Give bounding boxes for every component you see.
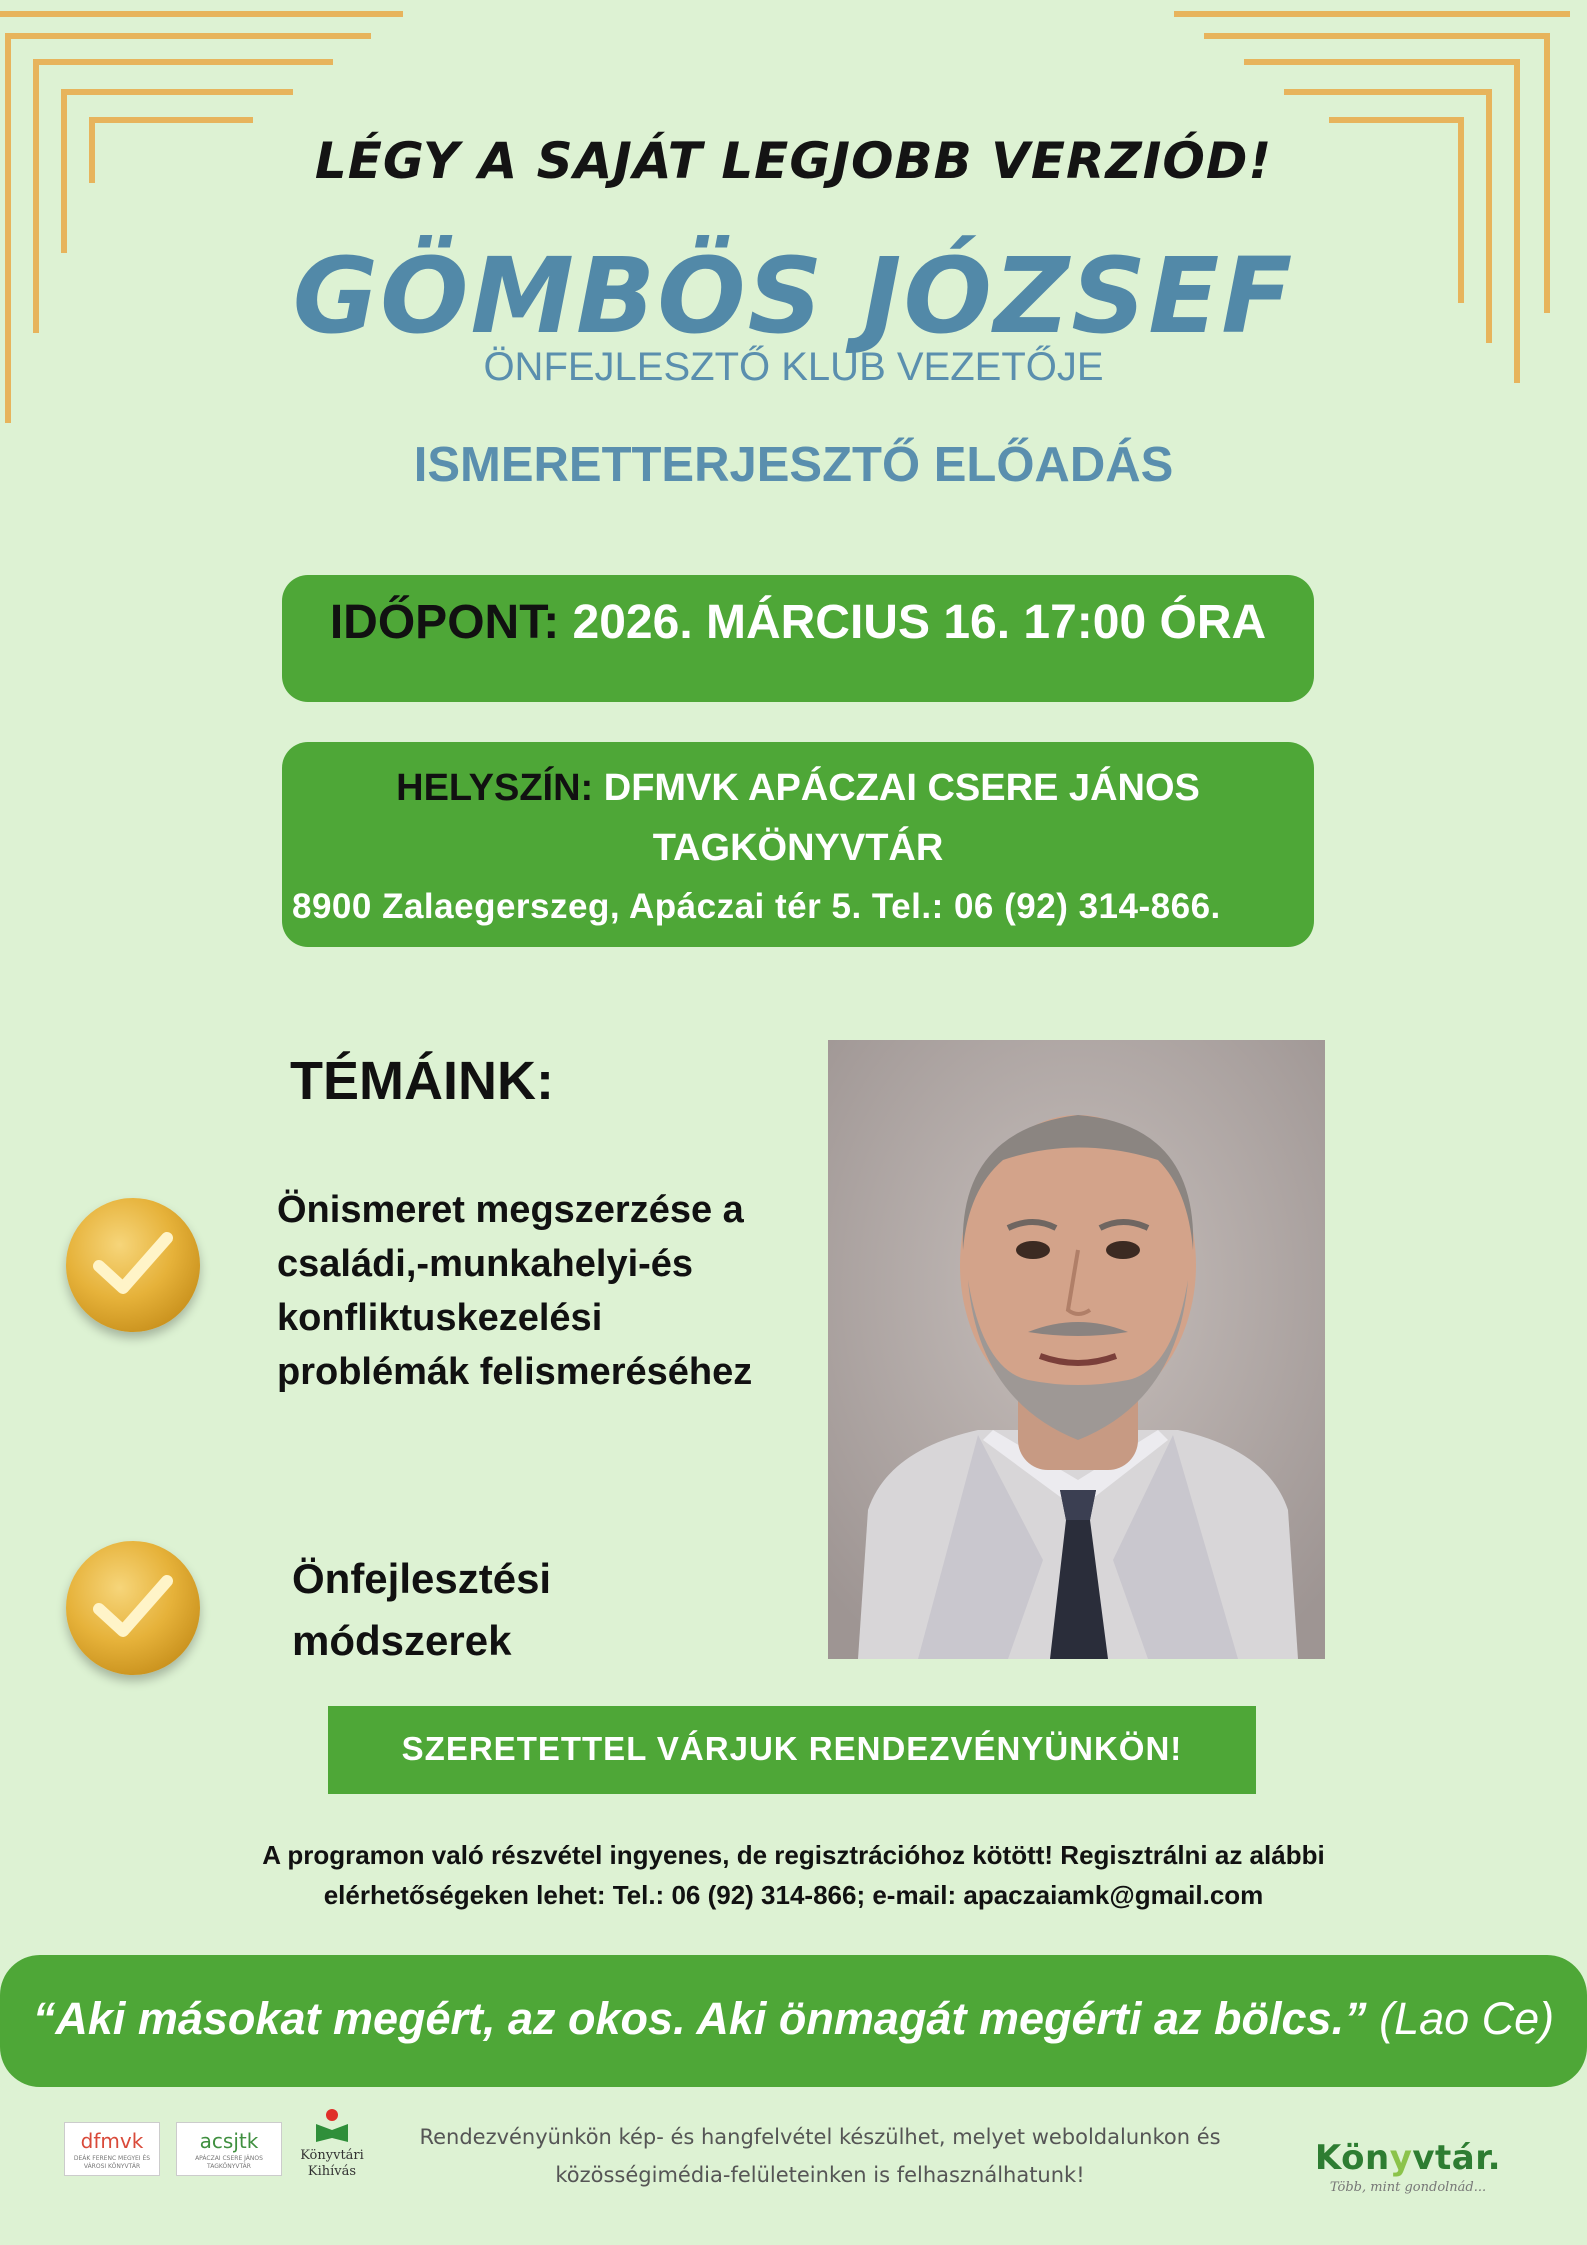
- welcome-text: SZERETETTEL VÁRJUK RENDEZVÉNYÜNKÖN!: [401, 1730, 1183, 1767]
- acsjtk-logo-subtext: APÁCZAI CSERE JÁNOS TAGKÖNYVTÁR: [195, 2155, 263, 2170]
- date-label: IDŐPONT:: [329, 596, 560, 649]
- konyvtar-tagline: Több, mint gondolnád...: [1329, 2180, 1487, 2195]
- konyvtar-logo-part: Kön: [1314, 2138, 1390, 2178]
- topics-heading: TÉMÁINK:: [290, 1051, 554, 1111]
- slogan: LÉGY A SAJÁT LEGJOBB VERZIÓD!: [314, 132, 1273, 190]
- check-badge-icon: [66, 1541, 200, 1675]
- venue-label: HELYSZÍN:: [396, 767, 594, 809]
- check-badge-icon: [66, 1198, 200, 1332]
- venue-name-2: TAGKÖNYVTÁR: [652, 827, 944, 869]
- dfmvk-logo-subtext: DEÁK FERENC MEGYEI ÉS VÁROSI KÖNYVTÁR: [73, 2155, 151, 2170]
- photo-disclaimer: [380, 2118, 1260, 2194]
- topic-1-line-1: Önismeret megszerzése a: [277, 1189, 744, 1231]
- disclaimer-line-2: közösségimédia-felületeinken is felhasználhatunk!: [555, 2163, 1085, 2187]
- quote-line: [0, 1993, 1587, 2045]
- konyvtar-logo-part: vtár.: [1412, 2138, 1502, 2178]
- venue-line-1: [282, 767, 1314, 810]
- venue-name-1: DFMVK APÁCZAI CSERE JÁNOS: [603, 767, 1200, 809]
- registration-line-1: A programon való részvétel ingyenes, de regisztrációhoz kötött! Regisztrálni az alábbi: [262, 1840, 1325, 1870]
- konyvtar-logo: [1308, 2138, 1508, 2195]
- venue-address: 8900 Zalaegerszeg, Apáczai tér 5. Tel.: 06 (92) 314-866.: [292, 887, 1221, 926]
- event-type: ISMERETTERJESZTŐ ELŐADÁS: [413, 438, 1174, 492]
- acsjtk-logo-text: acsjtk: [199, 2129, 259, 2153]
- date-value: 2026. MÁRCIUS 16. 17:00 ÓRA: [572, 596, 1267, 649]
- konyvtar-logo-part: y: [1389, 2138, 1413, 2178]
- topic-1-line-3: konfliktuskezelési: [277, 1297, 603, 1339]
- welcome-banner: [328, 1706, 1256, 1794]
- topic-1-line-2: családi,-munkahelyi-és: [277, 1243, 694, 1285]
- acsjtk-logo: [176, 2122, 282, 2176]
- quote-banner: [0, 1955, 1587, 2087]
- speaker-role: ÖNFEJLESZTŐ KLUB VEZETŐJE: [483, 345, 1104, 389]
- registration-line-2: elérhetőségeken lehet: Tel.: 06 (92) 314-866; e-mail: apaczaiamk@gmail.com: [323, 1880, 1264, 1910]
- dfmvk-logo-text: dfmvk: [80, 2129, 144, 2153]
- topic-1: [277, 1183, 752, 1399]
- date-time-line: [282, 595, 1314, 650]
- topic-1-line-4: problémák felismeréséhez: [277, 1351, 753, 1393]
- speaker-name: GÖMBÖS JÓZSEF: [292, 235, 1295, 357]
- topic-2-line-1: Önfejlesztési: [292, 1555, 552, 1602]
- konyvtari-kihivas-logo: [292, 2108, 372, 2180]
- quote-text: “Aki másokat megért, az okos. Aki önmagát megérti az bölcs.”: [32, 1993, 1367, 2044]
- kihivas-line-2: Kihívás: [307, 2164, 357, 2179]
- registration-info: [0, 1835, 1587, 1915]
- reader-icon: [312, 2108, 352, 2144]
- dfmvk-logo: [64, 2122, 160, 2176]
- quote-author: (Lao Ce): [1379, 1993, 1555, 2044]
- konyvtar-logo-text: [1308, 2138, 1508, 2178]
- topic-2-line-2: módszerek: [292, 1617, 512, 1664]
- speaker-photo: [828, 1040, 1325, 1659]
- kihivas-line-1: Könyvtári: [300, 2148, 364, 2163]
- venue-box: [282, 742, 1314, 947]
- date-time-box: [282, 575, 1314, 702]
- disclaimer-line-1: Rendezvényünkön kép- és hangfelvétel készülhet, melyet weboldalunkon és: [419, 2125, 1221, 2149]
- topic-2: [292, 1548, 551, 1672]
